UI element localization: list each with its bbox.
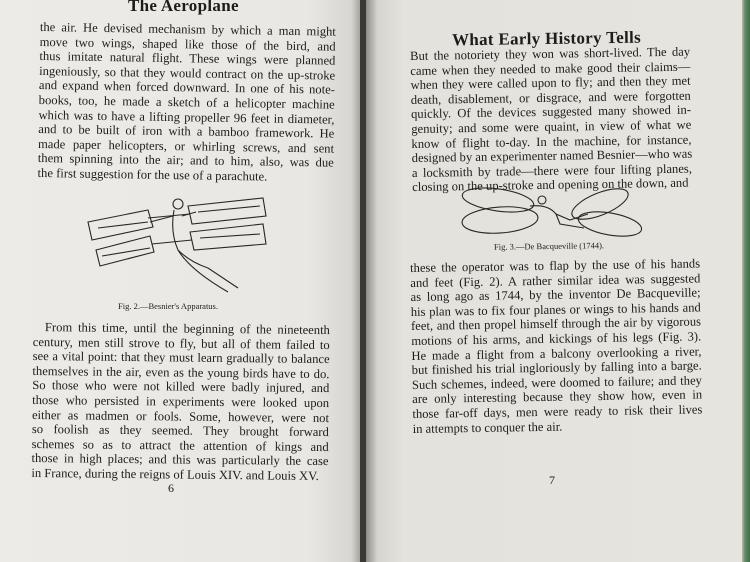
text-line: these the operator was to flap by the use of his hands: [410, 256, 701, 275]
text-line: are only interesting because they show how, even in: [412, 387, 703, 407]
text-line: those who persisted in experiments were looked upon: [32, 392, 330, 411]
text-line: the air. He devised mechanism by which a man might: [39, 20, 336, 39]
text-line: feet, and then propel himself through the air by vigorous: [410, 314, 702, 334]
besnier-apparatus-illustration: [78, 192, 278, 300]
text-line: closing on the up-stroke and opening on the down, and: [412, 175, 689, 195]
text-line: thus imitate natural flight. These wings were planned: [39, 49, 336, 68]
text-line: but finished his trial ingloriously by falling into a barge.: [411, 358, 702, 378]
text-line: quickly. Of the devices suggested many showed in-: [410, 102, 692, 122]
text-line: in France, during the reigns of Louis XIV. and Louis XV.: [31, 465, 319, 483]
text-line: From this time, until the beginning of the nineteenth: [44, 320, 330, 338]
text-line: move two wings, shaped like those of the bird, and: [39, 34, 336, 54]
text-line: But the notoriety they won was short-lived. The day: [410, 44, 691, 63]
text-line: those in high places; and this was particularly the case: [31, 451, 329, 469]
text-line: themselves in the air, even as the young birds have to do.: [32, 363, 330, 381]
text-line: in attempts to conquer the air.: [412, 419, 563, 436]
text-line: when they were called upon to fly; and then they met: [410, 73, 691, 93]
text-line: came when they needed to make good their claims—: [410, 59, 691, 78]
text-line: designed by an experimenter named Besnier—who was: [411, 146, 693, 166]
right-page: [366, 0, 742, 562]
text-line: and expand when forced downward. In one of his note-: [38, 78, 336, 98]
running-head: What Early History Tells: [451, 27, 642, 50]
paragraph: [31, 320, 330, 484]
text-line: know of flight to-day. In the machine, for instance,: [411, 132, 692, 151]
text-line: so foolish as they seemed. They brought forward: [31, 422, 329, 440]
paragraph: [37, 20, 335, 185]
text-line: books, too, he made a sketch of a helicopter machine: [38, 92, 335, 112]
text-line: century, men still strove to fly, but all of them failed to: [32, 334, 330, 352]
text-line: He made a flight from a balcony overlooking a river,: [411, 343, 702, 363]
text-line: as long ago as 1744, by the inventor De Bacqueville;: [410, 285, 701, 305]
de-bacqueville-illustration: [460, 184, 646, 240]
text-line: ingeniously, so that they would contract on the up-stroke: [39, 63, 336, 83]
page-number: 6: [168, 481, 174, 495]
text-line: his plan was to fix four planes or wings to his hands and: [410, 300, 701, 319]
text-line: Such schemes, indeed, were doomed to failure; and they: [411, 373, 703, 392]
text-line: the first suggestion for the use of a parachute.: [37, 165, 268, 184]
figure-caption: Fig. 2.—Besnier's Apparatus.: [118, 301, 218, 311]
left-page: [0, 0, 362, 562]
paragraph: [410, 45, 692, 195]
text-line: made paper helicopters, or whirling screws, and sent: [37, 136, 335, 156]
running-head: The Aeroplane: [128, 0, 239, 15]
text-line: those far-off days, men were ready to risk their lives: [412, 402, 703, 421]
text-line: genuity; and some were quaint, in view of what we: [411, 117, 692, 136]
page-number: 7: [549, 473, 555, 487]
text-line: either as madmen or fools. Some, however, were not: [31, 407, 330, 425]
text-line: which was to have a lifting propeller 96 feet in diameter,: [38, 107, 335, 127]
book-cover-edge: [742, 0, 750, 562]
text-line: and feet (Fig. 2). A rather similar idea was suggested: [410, 271, 701, 290]
text-line: So those who were not killed were badly injured, and: [32, 378, 330, 396]
text-line: death, disablement, or disgrace, and were forgotten: [410, 88, 691, 107]
text-line: a locksmith by trade—there were four lifting planes,: [411, 161, 693, 180]
text-line: motions of his arms, and kickings of his legs (Fig. 3).: [411, 329, 702, 348]
text-line: schemes so as to attract the attention of kings and: [31, 436, 329, 454]
text-line: them spinning into the air; and to him, also, was due: [37, 151, 334, 170]
text-line: see a vital point: that they must learn gradually to balance: [32, 349, 330, 367]
paragraph: [410, 256, 703, 436]
text-line: and to be built of iron with a bamboo framework. He: [38, 122, 335, 141]
figure-caption: Fig. 3.—De Bacqueville (1744).: [493, 240, 605, 252]
